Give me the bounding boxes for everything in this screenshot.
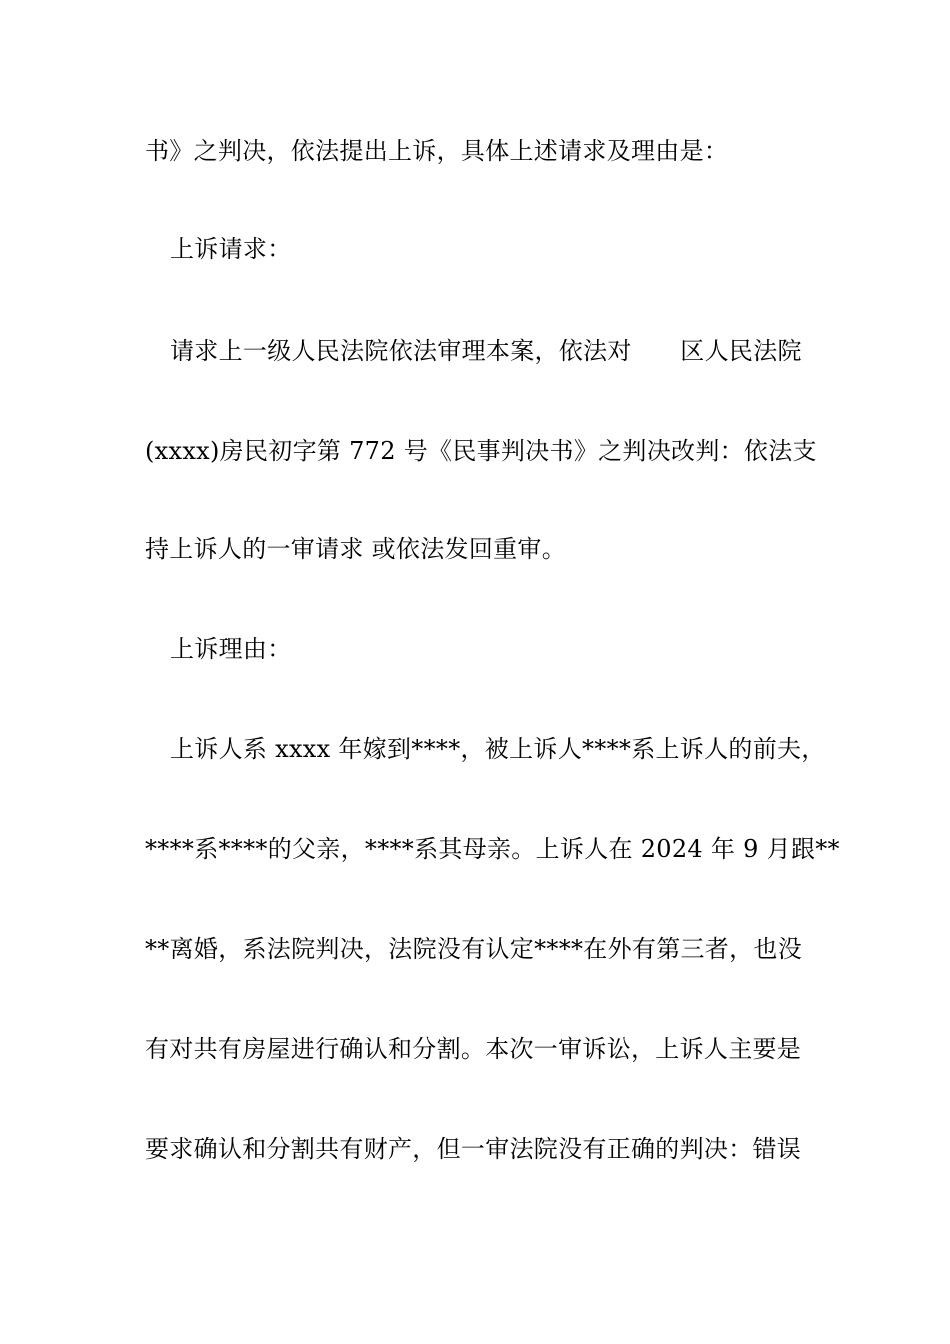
text-line-8: ****系****的父亲，****系其母亲。上诉人在 2024 年 9 月跟**	[145, 835, 840, 863]
text-line-9: **离婚，系法院判决，法院没有认定****在外有第三者，也没	[145, 935, 802, 963]
text-line-3: 请求上一级人民法院依法审理本案，依法对 区人民法院	[170, 337, 802, 365]
text-line-1: 书》之判决，依法提出上诉，具体上述请求及理由是：	[145, 137, 729, 165]
text-line-5: 持上诉人的一审请求 或依法发回重审。	[145, 535, 567, 563]
text-line-4: (xxxx)房民初字第 772 号《民事判决书》之判决改判：依法支	[145, 437, 817, 465]
text-line-11: 要求确认和分割共有财产，但一审法院没有正确的判决：错误	[145, 1135, 802, 1163]
section-heading-appeal-reasons: 上诉理由：	[170, 635, 292, 663]
text-line-7: 上诉人系 xxxx 年嫁到****，被上诉人****系上诉人的前夫，	[170, 735, 826, 763]
text-line-10: 有对共有房屋进行确认和分割。本次一审诉讼，上诉人主要是	[145, 1035, 802, 1063]
section-heading-appeal-request: 上诉请求：	[170, 235, 292, 263]
